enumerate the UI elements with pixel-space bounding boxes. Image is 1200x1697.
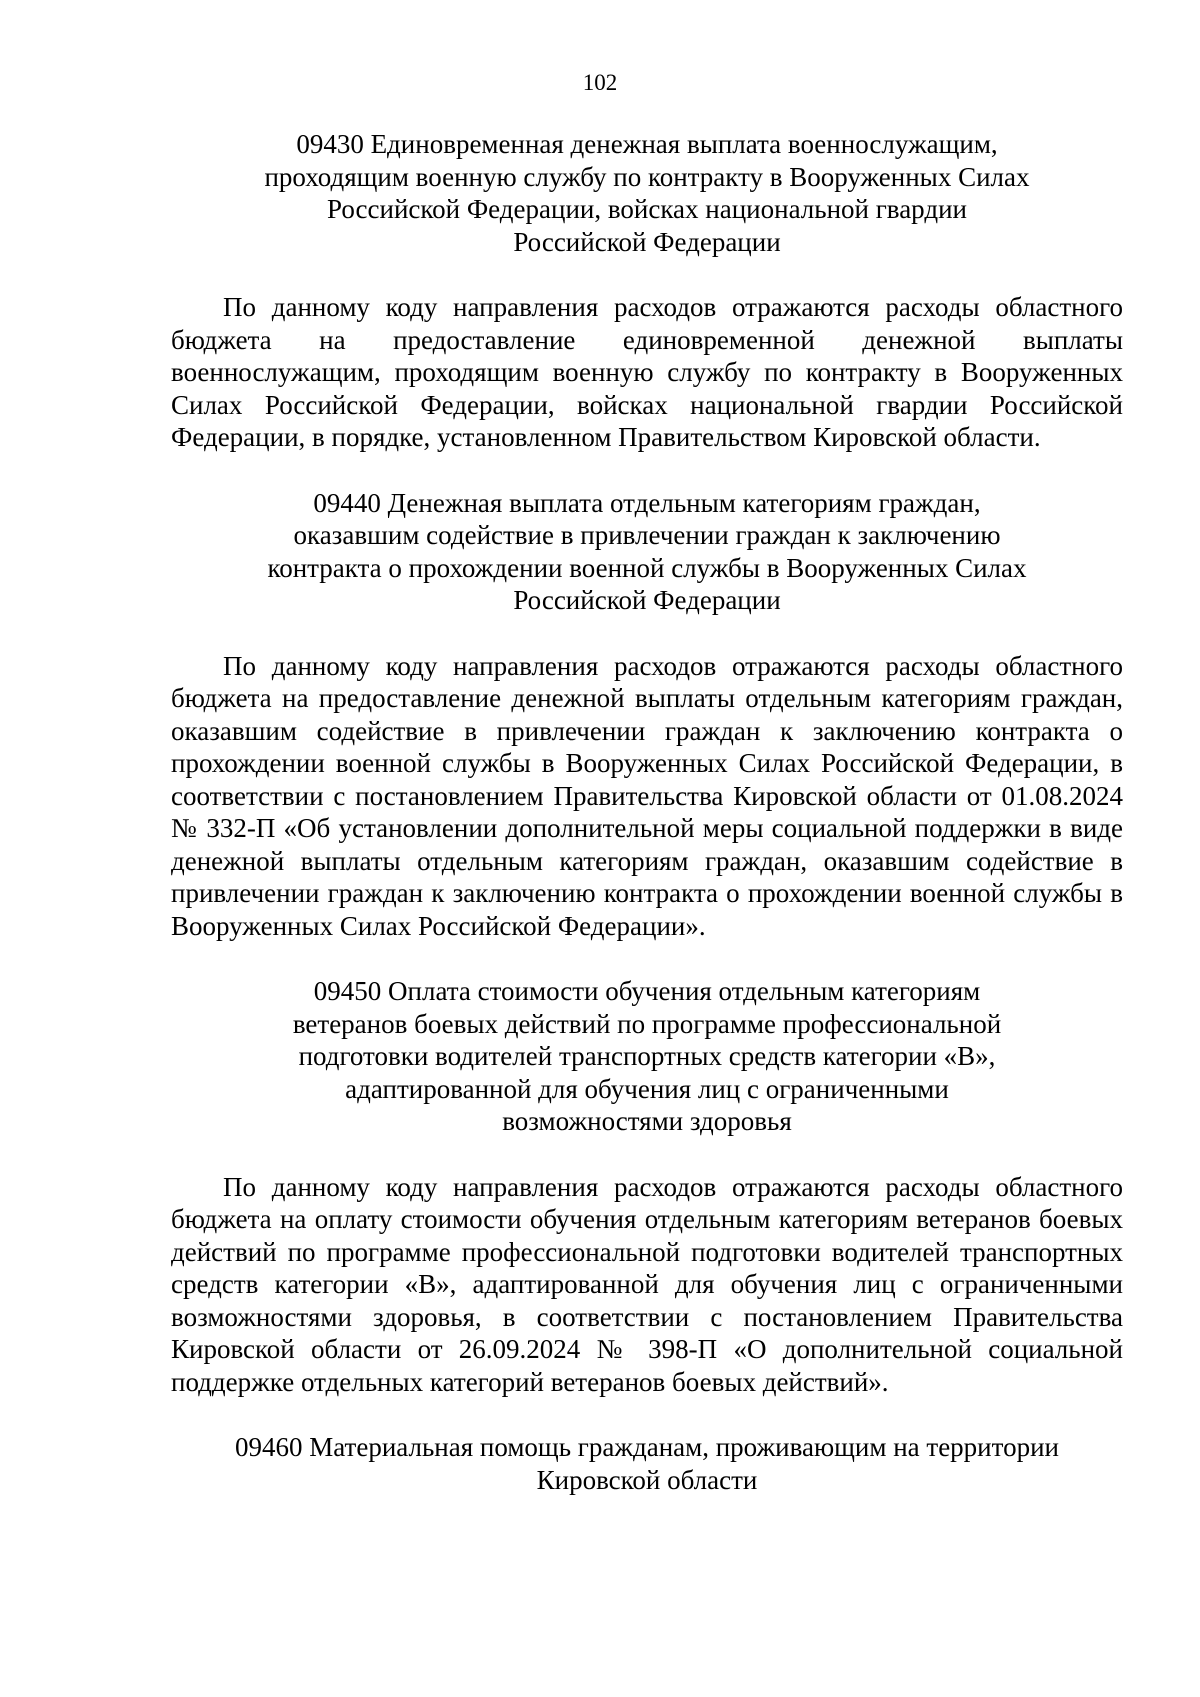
heading-line: адаптированной для обучения лиц с ограниченными <box>345 1073 949 1104</box>
section-paragraph-09450: По данному коду направления расходов отражаются расходы областного бюджета на оплату стоимости обучения отдельным категориям ветеранов боевых действий по программе профессиональной подготовки водителей транспортных средств категории «В», адаптированной для обучения лиц с ограниченными возможностями здоровья, в соответствии с постановлением Правительства Кировской области от 26.09.2024 № 398-П «О дополнительной социальной поддержке отдельных категорий ветеранов боевых действий». <box>171 1171 1123 1397</box>
heading-line: Российской Федерации <box>513 226 781 257</box>
heading-line: ветеранов боевых действий по программе профессиональной <box>292 1008 1002 1039</box>
heading-line: возможностями здоровья <box>502 1106 792 1136</box>
section-paragraph-09440: По данному коду направления расходов отражаются расходы областного бюджета на предоставление денежной выплаты отдельным категориям граждан, оказавшим содействие в привлечении граждан к заключению контракта о прохождении военной службы в Вооруженных Силах Российской Федерации, в соответствии с постановлением Правительства Кировской области от 01.08.2024 № 332-П «Об установлении дополнительной меры социальной поддержки в виде денежной выплаты отдельным категориям граждан, оказавшим содействие в привлечении граждан к заключению контракта о прохождении военной службы в Вооруженных Силах Российской Федерации». <box>171 650 1123 941</box>
heading-line: 09440 Денежная выплата отдельным категориям граждан, <box>313 487 981 518</box>
page-number: 102 <box>582 70 618 95</box>
document-body <box>171 128 1123 1496</box>
section-heading-09430 <box>171 128 1123 258</box>
heading-line: оказавшим содействие в привлечении граждан к заключению <box>293 520 1001 550</box>
heading-line: 09450 Оплата стоимости обучения отдельным категориям <box>313 976 981 1006</box>
heading-line: проходящим военную службу по контракту в Вооруженных Силах <box>264 161 1030 192</box>
heading-line: Российской Федерации <box>513 585 781 615</box>
section-heading-09460 <box>171 1431 1123 1496</box>
heading-line: 09430 Единовременная денежная выплата военнослужащим, <box>296 129 998 159</box>
heading-line: Российской Федерации, войсках национальной гвардии <box>327 194 967 224</box>
heading-line: Кировской области <box>536 1464 758 1495</box>
section-paragraph-09430: По данному коду направления расходов отражаются расходы областного бюджета на предоставление единовременной денежной выплаты военнослужащим, проходящим военную службу по контракту в Вооруженных Силах Российской Федерации, войсках национальной гвардии Российской Федерации, в порядке, установленном Правительством Кировской области. <box>171 292 1123 452</box>
heading-line: 09460 Материальная помощь гражданам, проживающим на территории <box>235 1432 1059 1462</box>
heading-line: контракта о прохождении военной службы в Вооруженных Силах <box>267 552 1027 583</box>
heading-line: подготовки водителей транспортных средств категории «В», <box>298 1041 996 1071</box>
section-heading-09440 <box>171 487 1123 617</box>
section-heading-09450 <box>171 975 1123 1138</box>
